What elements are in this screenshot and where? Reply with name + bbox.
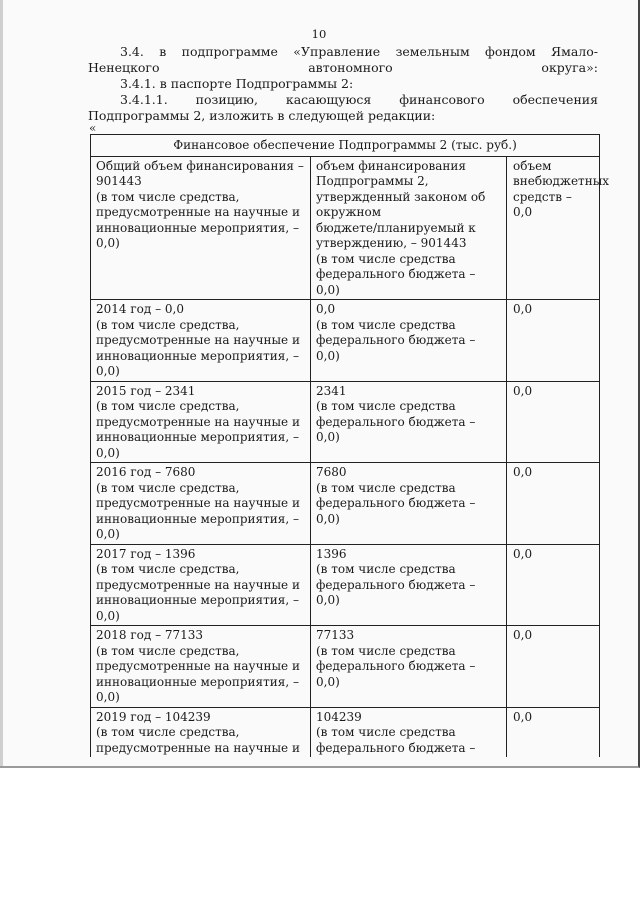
table-row	[91, 544, 600, 626]
cell-line: Подпрограммы 2,	[316, 174, 429, 188]
cell-line: предусмотренные на научные и	[96, 333, 300, 347]
paragraph-3-4-text: 3.4. в подпрограмме «Управление земельным фондом Ямало-Ненецкого автономного округа»:	[88, 44, 598, 75]
cell-line: (в том числе средства	[316, 317, 456, 332]
cell-line: 2016 год – 7680	[96, 465, 196, 479]
cell-line: 0,0)	[316, 348, 340, 363]
table-cell-c1	[91, 707, 311, 757]
cell-line: (в том числе средства	[316, 251, 456, 266]
cell-line: федерального бюджета –	[316, 577, 476, 592]
cell-line: федерального бюджета –	[316, 496, 476, 510]
cell-line: 0,0)	[96, 527, 120, 541]
table-header: Финансовое обеспечение Подпрограммы 2 (тыс. руб.)	[91, 135, 600, 157]
cell-line: 0,0)	[316, 674, 340, 689]
cell-line: 0,0	[513, 546, 533, 561]
cell-line: инновационные мероприятия, –	[96, 674, 299, 689]
table-row	[91, 463, 600, 545]
cell-line: (в том числе средства	[316, 480, 456, 495]
financing-table	[90, 134, 610, 757]
table-cell-c1	[91, 300, 311, 382]
cell-line: федерального бюджета –	[316, 740, 476, 755]
page-number: 10	[311, 27, 327, 41]
cell-line: (в том числе средства	[316, 643, 456, 658]
cell-line: федерального бюджета –	[316, 659, 476, 673]
table-cell-c3	[507, 300, 600, 382]
cell-line: (в том числе средства,	[96, 189, 240, 204]
cell-line: предусмотренные на научные и	[96, 577, 300, 592]
cell-line: 0,0)	[316, 282, 340, 297]
cell-line: бюджете/планируемый к	[316, 220, 476, 235]
paragraph-3-4-1: 3.4.1. в паспорте Подпрограммы 2:	[120, 76, 354, 91]
table-cell-c3	[507, 544, 600, 626]
cell-line: (в том числе средства	[316, 562, 456, 576]
cell-line: окружном	[316, 205, 382, 219]
cell-line: 0,0)	[316, 593, 340, 607]
table-cell-c3	[507, 381, 600, 463]
cell-line: 1396	[316, 546, 347, 561]
cell-line: объем финансирования	[316, 158, 466, 173]
table-cell-c3	[507, 626, 600, 708]
table-body	[91, 156, 610, 757]
paragraph-3-4-1-1	[88, 92, 598, 124]
cell-line: 0,0	[513, 628, 533, 642]
table-cell-c3	[507, 463, 600, 545]
table-cell-c1	[91, 544, 311, 626]
cell-line: 2017 год – 1396	[96, 546, 196, 561]
table-cell-c1	[91, 463, 311, 545]
cell-line: внебюджетных	[513, 174, 610, 188]
cell-line: инновационные мероприятия, –	[96, 593, 299, 607]
table-cell-c1	[91, 381, 311, 463]
table-row	[91, 156, 600, 300]
cell-line: 0,0	[513, 709, 533, 724]
table-cell-c1	[91, 156, 311, 300]
cell-line: 2019 год – 104239	[96, 709, 211, 724]
cell-line: 0,0)	[96, 690, 120, 704]
table-cell-c3	[507, 156, 610, 300]
table-row	[91, 626, 600, 708]
cell-line: утверждению, – 901443	[316, 236, 467, 250]
cell-line: 0,0)	[96, 445, 120, 460]
cell-line: инновационные мероприятия, –	[96, 511, 299, 526]
cell-line: федерального бюджета –	[316, 414, 476, 429]
cell-line: 77133	[316, 628, 355, 642]
cell-line: 7680	[316, 465, 347, 479]
cell-line: объем	[513, 158, 552, 173]
cell-line: Общий объем финансирования –	[96, 158, 304, 173]
cell-line: предусмотренные на научные и	[96, 496, 300, 510]
cell-line: 2015 год – 2341	[96, 383, 196, 398]
cell-line: 0,0	[513, 383, 533, 398]
cell-line: инновационные мероприятия, –	[96, 430, 299, 444]
cell-line: 0,0)	[96, 364, 120, 378]
table-row	[91, 381, 600, 463]
cell-line: 901443	[96, 174, 142, 188]
table-cell-c2	[311, 381, 507, 463]
table-cell-c2	[311, 300, 507, 382]
cell-line: предусмотренные на научные и	[96, 205, 300, 219]
paragraph-3-4	[88, 44, 598, 76]
cell-line: предусмотренные на научные и	[96, 659, 300, 673]
table-cell-c2	[311, 707, 507, 757]
table-cell-c2	[311, 544, 507, 626]
cell-line: (в том числе средства	[316, 725, 456, 739]
cell-line: инновационные мероприятия, –	[96, 348, 299, 363]
cell-line: инновационные мероприятия, –	[96, 220, 299, 235]
cell-line: 0,0	[316, 302, 336, 316]
cell-line: (в том числе средства,	[96, 643, 240, 658]
cell-line: федерального бюджета –	[316, 333, 476, 347]
cell-line: (в том числе средства	[316, 399, 456, 413]
cell-line: 2018 год – 77133	[96, 628, 204, 642]
cell-line: 104239	[316, 709, 362, 724]
cell-line: 0,0)	[316, 430, 340, 444]
cell-line: (в том числе средства,	[96, 317, 240, 332]
cell-line: федерального бюджета –	[316, 267, 476, 281]
paragraph-3-4-1-1-line2: Подпрограммы 2, изложить в следующей редакции:	[88, 108, 436, 123]
cell-line: средств – 0,0	[513, 189, 572, 219]
table-cell-c2	[311, 463, 507, 545]
paragraph-3-4-1-1-line1: 3.4.1.1. позицию, касающуюся финансового обеспечения	[120, 92, 598, 107]
cell-line: 0,0)	[96, 608, 120, 623]
table-row	[91, 707, 600, 757]
cell-line: утвержденный законом об	[316, 189, 486, 204]
cell-line: 0,0)	[316, 511, 340, 526]
table-cell-c2	[311, 156, 507, 300]
table-cell-c3	[507, 707, 600, 757]
opening-quote-mark: «	[89, 121, 97, 135]
cell-line: (в том числе средства,	[96, 725, 240, 739]
cell-line: предусмотренные на научные и	[96, 414, 300, 429]
cell-line: предусмотренные на научные и	[96, 740, 300, 755]
cell-line: 0,0)	[96, 236, 120, 250]
cell-line: (в том числе средства,	[96, 399, 240, 413]
table-row	[91, 300, 600, 382]
cell-line: 2341	[316, 383, 347, 398]
cell-line: 0,0	[513, 465, 533, 479]
cell-line: 2014 год – 0,0	[96, 302, 184, 316]
cell-line: 0,0	[513, 302, 533, 316]
cell-line: (в том числе средства,	[96, 480, 240, 495]
table-cell-c1	[91, 626, 311, 708]
table-clip	[90, 134, 610, 755]
table-cell-c2	[311, 626, 507, 708]
cell-line: (в том числе средства,	[96, 562, 240, 576]
